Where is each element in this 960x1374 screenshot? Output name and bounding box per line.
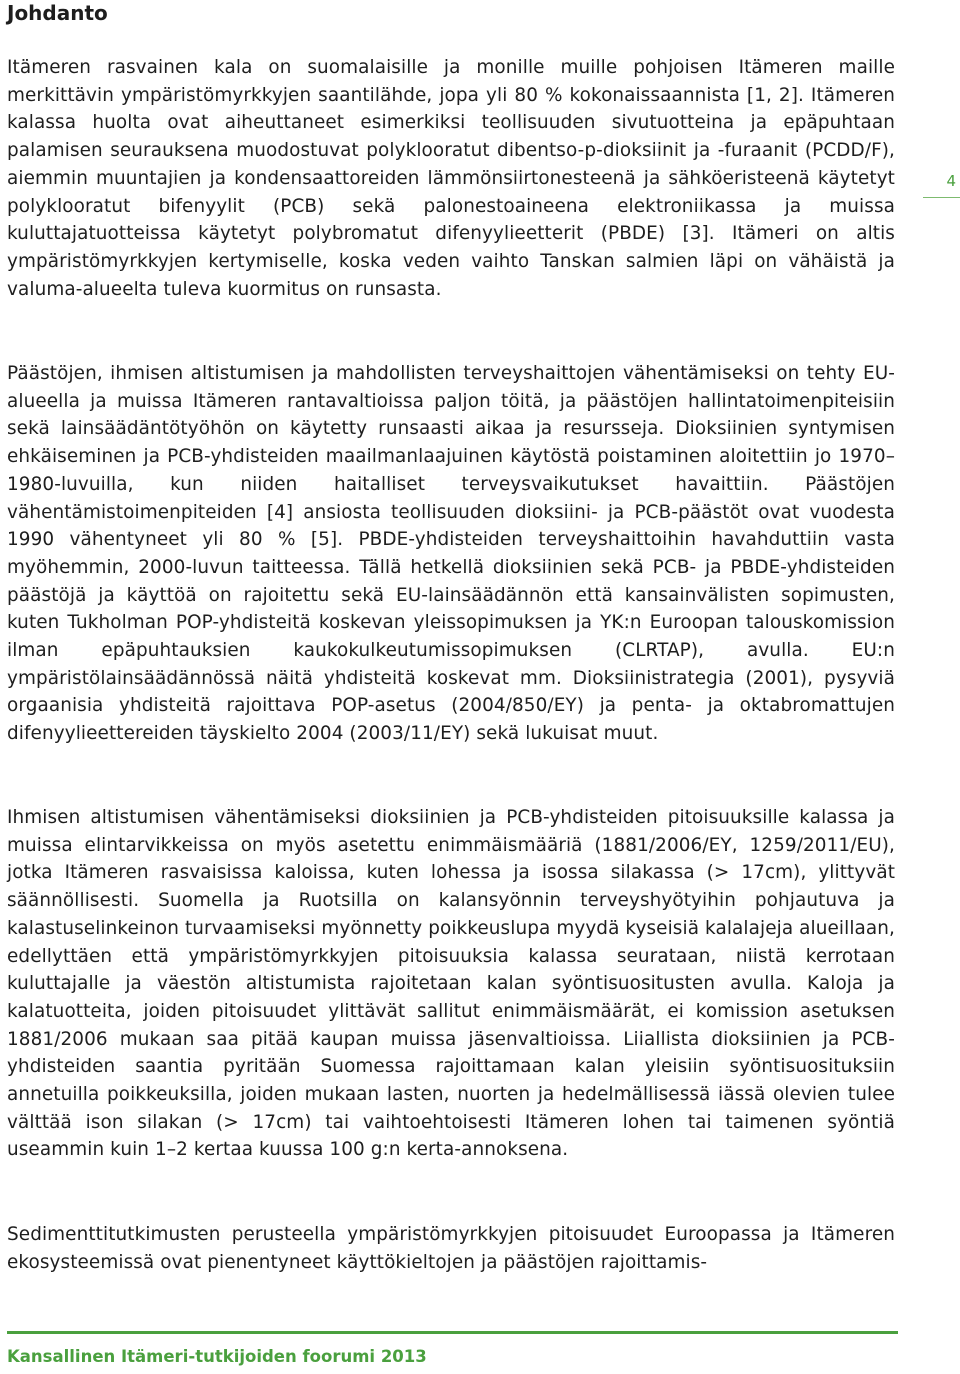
paragraph-emissions: Päästöjen, ihmisen altistumisen ja mahdollisten terveyshaittojen vähentämiseksi on tehty EU-alueella ja muissa Itämeren rantavaltioissa paljon töitä, ja päästöjen hallintatoimenpiteisiin sekä lainsäädäntötyöhön on käytetty runsaasti aikaa ja resursseja. Dioksiinien syntymisen ehkäiseminen ja PCB-yhdisteiden maailmanlaajuinen käytöstä poistaminen aloitettiin jo 1970–1980-luvuilla, kun niiden haitalliset terveysvaikutukset havaittiin. Päästöjen vähentämistoimenpiteiden [4] ansiosta teollisuuden dioksiini- ja PCB-päästöt ovat vuodesta 1990 vähentyneet yli 80 % [5]. PBDE-yhdisteiden terveyshaittoihin havahduttiin vasta myöhemmin, 2000-luvun taitteessa. Tällä hetkellä dioksiinien sekä PCB- ja PBDE-yhdisteiden päästöjä ja käyttöä on rajoitettu sekä EU-lainsäädännön että kansainvälisten sopimusten, kuten Tukholman POP-yhdisteitä koskevan yleissopimuksen ja YK:n Euroopan talouskomission ilman epäpuhtauksien kaukokulkeutumissopimuksen (CLRTAP), avulla. EU:n ympäristölainsäädännössä näitä yhdisteitä koskevat mm. Dioksiinistrategia (2001), pysyviä orgaanisia yhdisteitä rajoittava POP-asetus (2004/850/EY) ja penta- ja oktabromattujen difenyylieettereiden täyskielto 2004 (2003/11/EY) sekä lukuisat muut. <box>7 363 895 745</box>
paragraph-intro: Itämeren rasvainen kala on suomalaisille ja monille muille pohjoisen Itämeren maille merkittävin ympäristömyrkkyjen saantilähde, jopa yli 80 % kokonaissaannista [1, 2]. Itämeren kalassa huolta ovat aiheuttaneet esimerkiksi teollisuuden sivutuotteina ja epäpuhtaan palamisen seurauksena muodostuvat polyklooratut dibentso-p-dioksiinit ja -furaanit (PCDD/F), aiemmin muuntajien ja kondensaattoreiden lämmönsiirtonesteenä ja sähköeristeenä käytetyt polyklooratut bifenyylit (PCB) sekä palonestoaineena elektroniikassa ja muissa kuluttajatuotteissa käytetyt polybromatut difenyylieetterit (PBDE) [3]. Itämeri on altis ympäristömyrkkyjen kertymiselle, koska veden vaihto Tanskan salmien läpi on vähäistä ja valuma-alueelta tuleva kuormitus on runsasta. <box>7 57 895 300</box>
paragraph-sediment: Sedimenttitutkimusten perusteella ympäristömyrkkyjen pitoisuudet Euroopassa ja Itämeren ekosysteemissä ovat pienentyneet käyttökieltojen ja päästöjen rajoittamis- <box>7 1224 895 1273</box>
paragraph-exposure: Ihmisen altistumisen vähentämiseksi dioksiinien ja PCB-yhdisteiden pitoisuuksille kalassa ja muissa elintarvikkeissa on myös asetettu enimmäismääriä (1881/2006/EY, 1259/2011/EU), jotka Itämeren rasvaisissa kaloissa, kuten lohessa ja isossa silakassa (> 17cm), ylittyvät säännöllisesti. Suomella ja Ruotsilla on kalansyönnin terveyshyötyihin pohjautuva ja kalastuselinkeinon turvaamiseksi myönnetty poikkeuslupa myydä kyseisiä kalalajeja alueillaan, edellyttäen että ympäristömyrkkyjen pitoisuuksia kalassa seurataan, niistä kerrotaan kuluttajalle ja väestön altistumista rajoitetaan kalan syöntisuositusten avulla. Kaloja ja kalatuotteita, joiden pitoisuudet ylittävät sallitut enimmäismäärät, ei komission asetuksen 1881/2006 mukaan saa pitää kaupan muissa jäsenvaltioissa. Liiallista dioksiinien ja PCB-yhdisteiden saantia pyritään Suomessa rajoittamaan kalan yleisiin syöntisuosituksiin annetuilla poikkeuksilla, joiden mukaan lasten, nuorten ja hedelmällisessä iässä olevien tulee välttää ison silakan (> 17cm) tai vaihtoehtoisesti Itämeren lohen tai taimenen syöntiä useammin kuin 1–2 kertaa kuussa 100 g:n kerta-annoksena. <box>7 807 895 1161</box>
footer-divider <box>7 1331 898 1334</box>
section-heading: Johdanto <box>7 1 108 25</box>
page-number-rule <box>923 197 960 198</box>
page-number: 4 <box>946 172 956 190</box>
footer-title: Kansallinen Itämeri-tutkijoiden foorumi 2013 <box>7 1347 427 1366</box>
